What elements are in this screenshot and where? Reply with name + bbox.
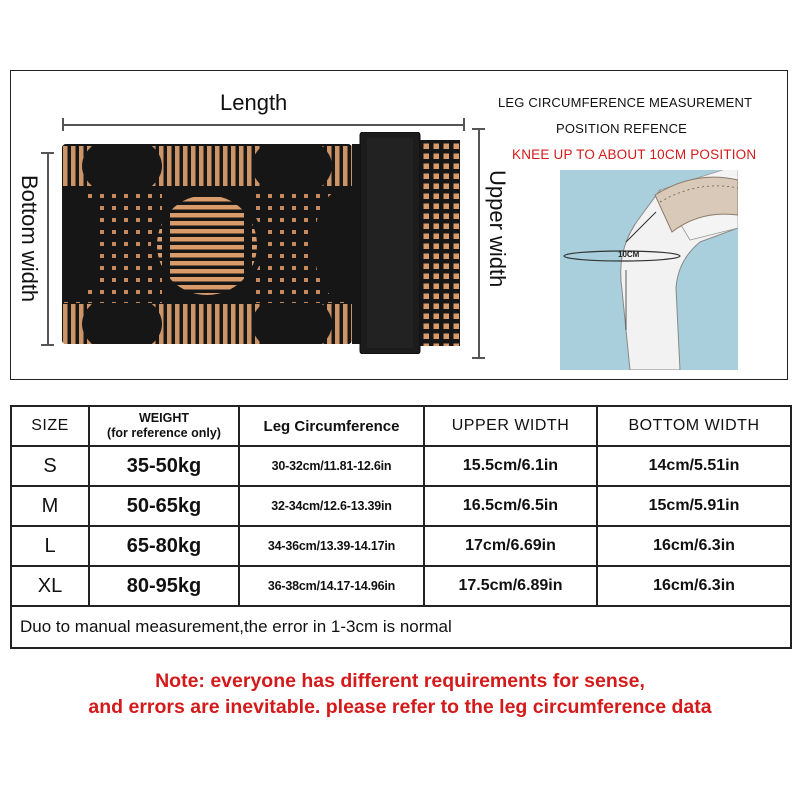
upper-cell: 16.5cm/6.5in <box>424 486 597 526</box>
leg-marker-label: 10CM <box>618 250 640 259</box>
weight-cell: 80-95kg <box>89 566 239 606</box>
upper-width-tick-bottom <box>472 357 485 359</box>
header-weight-line1: WEIGHT <box>139 411 189 425</box>
weight-cell: 35-50kg <box>89 446 239 486</box>
table-row <box>11 526 791 566</box>
info-line-1: LEG CIRCUMFERENCE MEASUREMENT <box>498 95 753 110</box>
header-upper-width: UPPER WIDTH <box>424 406 597 446</box>
size-cell: XL <box>11 566 89 606</box>
leg-cell: 32-34cm/12.6-13.39in <box>239 486 424 526</box>
table-row <box>11 486 791 526</box>
size-cell: M <box>11 486 89 526</box>
header-size: SIZE <box>11 406 89 446</box>
table-row <box>11 446 791 486</box>
table-row <box>11 566 791 606</box>
bottom-cell: 16cm/6.3in <box>597 566 791 606</box>
upper-cell: 17.5cm/6.89in <box>424 566 597 606</box>
sizing-note-line1: Note: everyone has different requirements for sense, <box>155 670 645 692</box>
info-line-2: POSITION REFENCE <box>556 121 688 136</box>
bottom-width-tick-top <box>41 152 54 154</box>
table-header-row <box>11 406 791 446</box>
bottom-cell: 14cm/5.51in <box>597 446 791 486</box>
bottom-cell: 16cm/6.3in <box>597 526 791 566</box>
leg-cell: 36-38cm/14.17-14.96in <box>239 566 424 606</box>
header-bottom-width: BOTTOM WIDTH <box>597 406 791 446</box>
leg-measurement-illustration <box>560 170 738 370</box>
weight-cell: 65-80kg <box>89 526 239 566</box>
table-footer-row <box>11 606 791 648</box>
size-table <box>10 405 792 649</box>
upper-width-measure-line <box>478 128 480 358</box>
bottom-width-tick-bottom <box>41 344 54 346</box>
leg-cell: 34-36cm/13.39-14.17in <box>239 526 424 566</box>
length-measure-line <box>62 124 464 126</box>
size-cell: S <box>11 446 89 486</box>
bottom-width-measure-line <box>47 152 49 345</box>
length-label: Length <box>220 90 288 115</box>
info-line-3: KNEE UP TO ABOUT 10CM POSITION <box>512 147 757 162</box>
upper-cell: 17cm/6.69in <box>424 526 597 566</box>
sizing-note-line2: and errors are inevitable. please refer to the leg circumference data <box>88 696 712 718</box>
measurement-error-note: Duo to manual measurement,the error in 1-3cm is normal <box>11 606 791 648</box>
bottom-width-label: Bottom width <box>17 175 42 303</box>
length-tick-left <box>62 118 64 131</box>
sizing-note <box>0 668 800 720</box>
bottom-cell: 15cm/5.91in <box>597 486 791 526</box>
upper-width-tick-top <box>472 128 485 130</box>
length-tick-right <box>463 118 465 131</box>
leg-cell: 30-32cm/11.81-12.6in <box>239 446 424 486</box>
upper-cell: 15.5cm/6.1in <box>424 446 597 486</box>
size-cell: L <box>11 526 89 566</box>
upper-width-label: Upper width <box>485 170 510 288</box>
weight-cell: 50-65kg <box>89 486 239 526</box>
header-leg-circumference: Leg Circumference <box>239 406 424 446</box>
knee-sleeve-image <box>62 132 462 354</box>
header-weight-line2: (for reference only) <box>107 426 221 440</box>
header-weight <box>89 406 239 446</box>
